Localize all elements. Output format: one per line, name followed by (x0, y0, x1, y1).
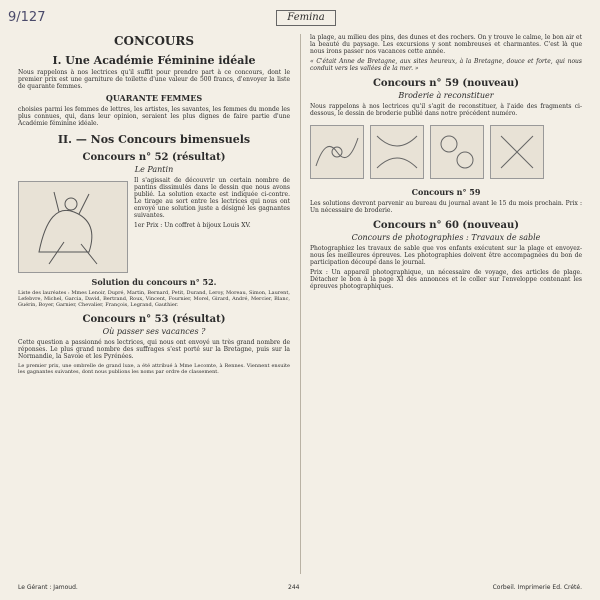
embroidery-fragment-b (370, 125, 424, 179)
right-column (310, 34, 582, 574)
embroidery-fragment-d (490, 125, 544, 179)
concours-59-body: Nous rappelons à nos lectrices qu'il s'agit de reconstituer, à l'aide des fragments ci-dessous, le dessin de broderie publié dans notre précédent numéro. (310, 103, 582, 117)
footer-printer: Corbeil. Imprimerie Ed. Crété. (492, 584, 582, 591)
concours-59-subtitle: Broderie à reconstituer (398, 91, 494, 100)
concours-52-subtitle: Le Pantin (134, 165, 174, 174)
concours-59-title: Concours n° 59 (nouveau) (372, 78, 520, 89)
section-2-title: II. — Nos Concours bimensuels (57, 133, 251, 146)
pantin-figure (18, 181, 128, 273)
section-1-title: I. Une Académie Féminine idéale (52, 54, 256, 67)
pantin-drawing (19, 182, 127, 272)
concours-60-body: Photographiez les travaux de sable que vos enfants exécutent sur la plage et envoyez-nous les meilleures épreuves. Les photographies doivent être accompagnées du bon de participation découpé dans le journal. (310, 245, 582, 266)
concours-60-title: Concours n° 60 (nouveau) (372, 220, 520, 231)
concours-53-subtitle: Où passer ses vacances ? (102, 327, 206, 336)
concours-60-subtitle: Concours de photographies : Travaux de sable (351, 233, 541, 242)
right-top-quote: « C'était Anne de Bretagne, aux sites heureux, à la Bretagne, douce et forte, qui nous conduit vers les vallées de la mer. » (310, 58, 582, 72)
embroidery-fragment-a (310, 125, 364, 179)
quarante-label: QUARANTE FEMMES (105, 93, 203, 103)
figure-caption-52: Solution du concours n° 52. (91, 277, 217, 287)
concours-53-body: Cette question a passionné nos lectrices, qui nous ont envoyé un très grand nombre de réponses. Le plus grand nombre des suffrages s'est porté sur la Bretagne, puis sur la Normandie, la Savoie et les Pyrénées. (18, 339, 290, 360)
concours-53-title: Concours n° 53 (résultat) (82, 314, 226, 325)
left-column (18, 34, 290, 574)
masthead: Femina (276, 10, 336, 26)
page-title: CONCOURS (113, 34, 195, 48)
concours-60-body-2: Prix : Un appareil photographique, un nécessaire de voyage, des articles de plage. Détacher le bon à la page XI des annonces et le coller sur l'enveloppe contenant les épreuves photographiques. (310, 269, 582, 290)
concours-52-body: Il s'agissait de découvrir un certain nombre de pantins dissimulés dans le dessin que nous avons publié. La solution exacte est indiquée ci-contre. Le tirage au sort entre les lectrices qui nous ont envoyé une solution juste a désigné les gagnantes suivantes. (134, 177, 290, 219)
handwritten-mark: 9/127 (8, 10, 46, 25)
section-1-body: choisies parmi les femmes de lettres, les artistes, les savantes, les femmes du monde les plus connues, qui, dans leur opinion, seraient les plus dignes de faire partie d'une Académie féminine idéale. (18, 106, 290, 127)
right-top-body: la plage, au milieu des pins, des dunes et des rochers. On y trouve le calme, le bon air et la beauté du paysage. Les excursions y sont nombreuses et charmantes. C'est là que nous irons passer nos vacances cette année. (310, 34, 582, 55)
embroidery-fragment-c (430, 125, 484, 179)
column-divider (300, 34, 301, 574)
page-number: 244 (288, 584, 300, 591)
concours-53-body-2: Le premier prix, une ombrelle de grand luxe, a été attribué à Mme Lecomte, à Rennes. Viennent ensuite les gagnantes suivantes, dont nous publions les noms par ordre de classement. (18, 363, 290, 375)
intro-text: Nous rappelons à nos lectrices qu'il suffit pour prendre part à ce concours, dont le premier prix est une garniture de toilette d'une valeur de 500 francs, d'envoyer la liste de quarante femmes. (18, 69, 290, 90)
winners-list: Liste des lauréates : Mmes Lenoir, Dupré, Martin, Bernard, Petit, Durand, Leroy, Moreau, Simon, Laurent, Lefebvre, Michel, Garcia, David, Bertrand, Roux, Vincent, Fournier, Morel, Girard, André, Mercier, Blanc, Guérin, Boyer, Garnier, Chevalier, François, Legrand, Gauthier. (18, 290, 290, 308)
embroidery-figures (310, 121, 582, 183)
concours-52-title: Concours n° 52 (résultat) (82, 152, 226, 163)
concours-59-body-2: Les solutions devront parvenir au bureau du journal avant le 15 du mois prochain. Prix : Un nécessaire de broderie. (310, 200, 582, 214)
prize-line: 1er Prix : Un coffret à bijoux Louis XV. (134, 222, 251, 229)
footer-gerant: Le Gérant : Jamoud. (18, 584, 78, 591)
figure-caption-59: Concours n° 59 (411, 187, 481, 197)
